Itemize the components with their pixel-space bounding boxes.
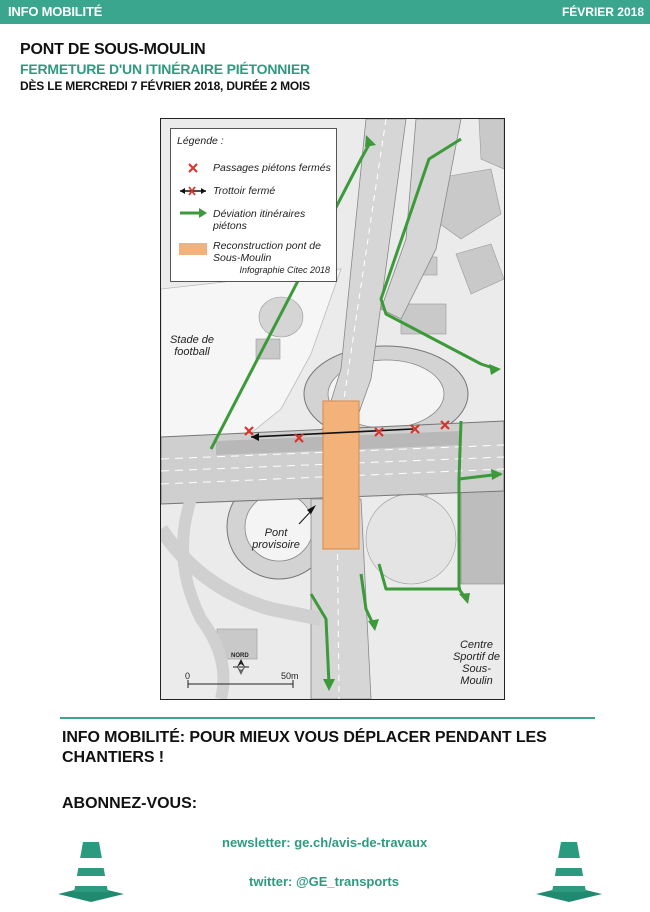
- scale-start: 0: [185, 671, 191, 681]
- label-stade: Stade de football: [169, 334, 215, 358]
- page-dateline: DÈS LE MERCREDI 7 FÉVRIER 2018, DURÉE 2 MOIS: [20, 79, 310, 93]
- traffic-cone-icon: [58, 838, 124, 907]
- twitter-link[interactable]: twitter: @GE_transports: [249, 874, 399, 889]
- label-pont-provisoire: Pont provisoire: [252, 527, 300, 551]
- legend-item-deviation: Déviation itinéraires piétons: [213, 208, 306, 232]
- legend-item-closed-sidewalk: Trottoir fermé: [213, 185, 276, 197]
- header-date: FÉVRIER 2018: [561, 5, 644, 19]
- legend-credit: Infographie Citec 2018: [239, 265, 330, 275]
- page-title: PONT DE SOUS-MOULIN: [20, 41, 206, 58]
- scale-end: 50m: [281, 671, 299, 681]
- footer-divider: [60, 717, 595, 719]
- header-left-label: INFO MOBILITÉ: [8, 4, 103, 19]
- legend-title: Légende :: [177, 135, 224, 147]
- page-subtitle: FERMETURE D'UN ITINÉRAIRE PIÉTONNIER: [20, 61, 310, 77]
- legend-item-reconstruction: Reconstruction pont de Sous-Moulin: [213, 240, 321, 264]
- map: [160, 118, 505, 700]
- map-legend: [170, 128, 337, 282]
- label-nord: NORD: [231, 653, 249, 659]
- header-bar: [0, 0, 650, 24]
- traffic-cone-icon: [536, 838, 602, 907]
- legend-item-closed-crossing: Passages piétons fermés: [213, 162, 331, 174]
- label-centre-sportif: Centre Sportif de Sous-Moulin: [452, 639, 501, 687]
- footer-info: INFO MOBILITÉ: POUR MIEUX VOUS DÉPLACER PENDANT LES CHANTIERS !: [62, 729, 547, 766]
- newsletter-link[interactable]: newsletter: ge.ch/avis-de-travaux: [222, 835, 428, 850]
- footer-abonnez: ABONNEZ-VOUS:: [62, 795, 198, 812]
